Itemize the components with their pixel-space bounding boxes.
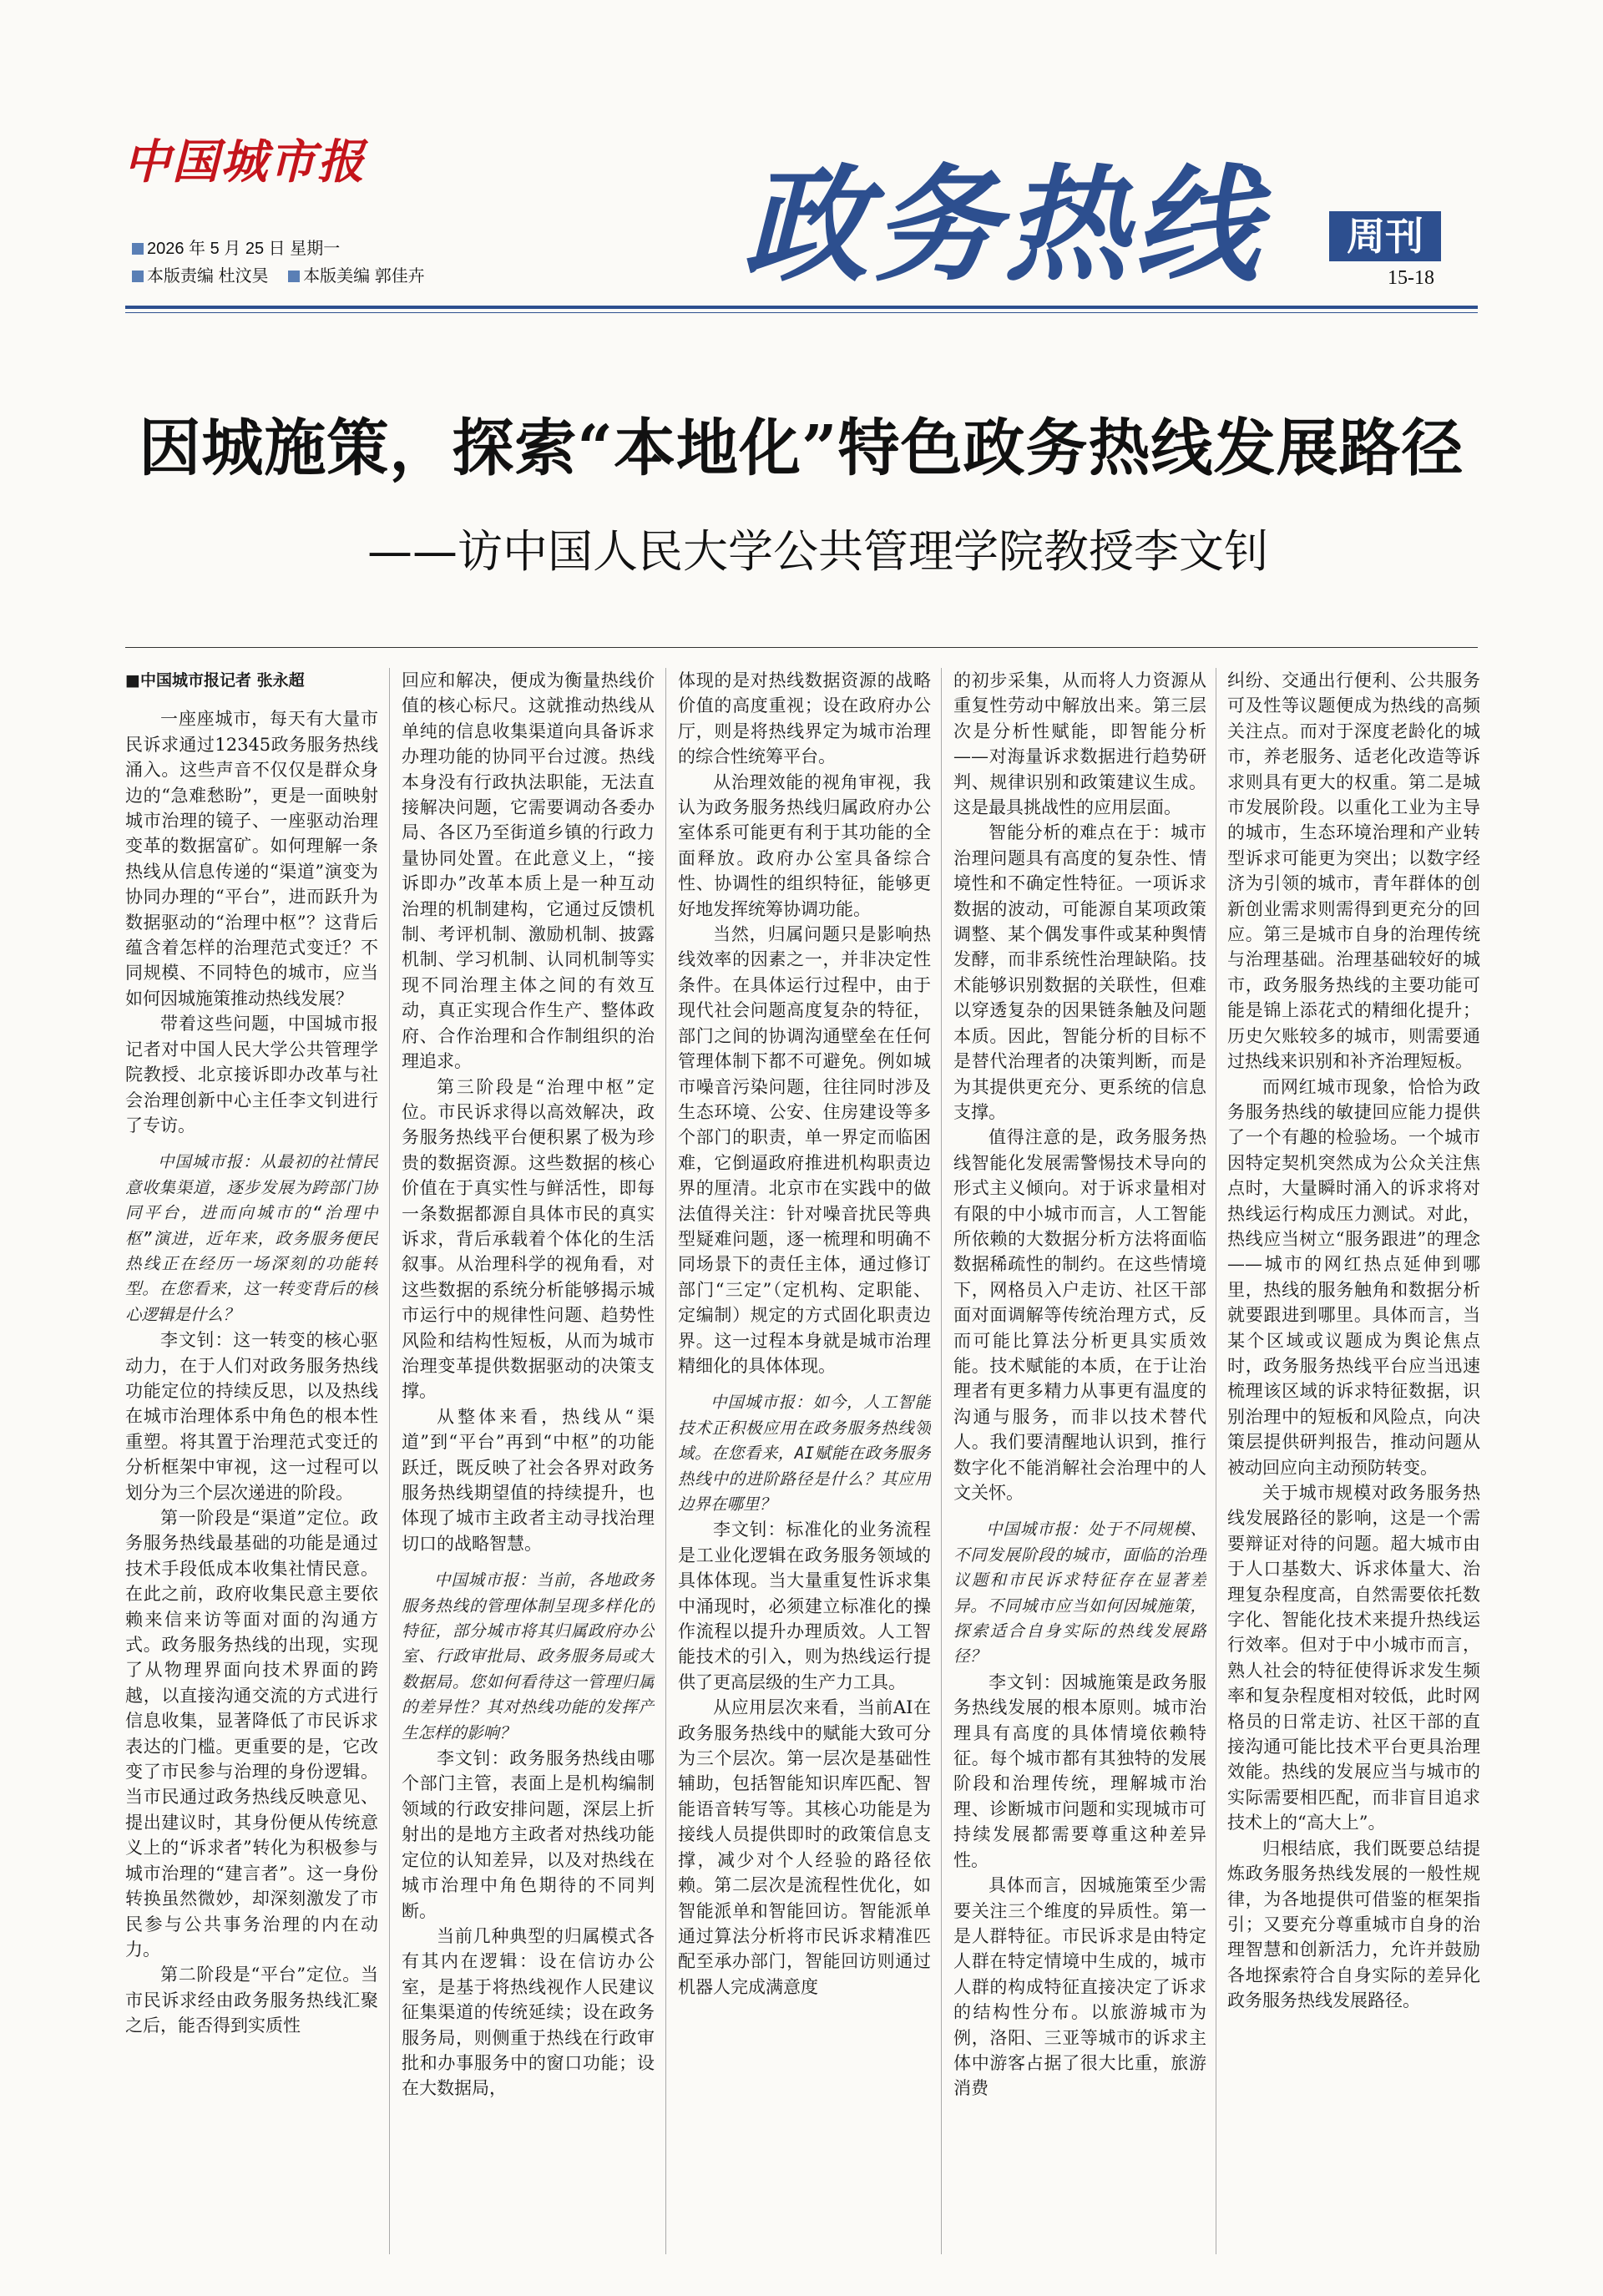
paragraph: 而网红城市现象，恰恰为政务服务热线的敏捷回应能力提供了一个有趣的检验场。一个城市因特定契机突然成为公众关注焦点时，大量瞬时涌入的诉求将对热线运行构成压力测试。对此，热线应当树立“服务跟进”的理念——城市的网红热点延伸到哪里，热线的服务触角和数据分析就要跟进到哪里。具体而言，当某个区域或议题成为舆论焦点时，政务服务热线平台应当迅速梳理该区域的诉求特征数据，识别治理中的短板和风险点，向决策层提供研判报告，推动问题从被动回应向主动预防转变。 (1227, 1076, 1480, 1478)
article-column-2 (402, 668, 655, 2254)
interview-answer: 李文钊：政务服务热线由哪个部门主管，表面上是机构编制领域的行政安排问题，深层上折射出的是地方主政者对热线功能定位的认知差异，以及对热线在城市治理中角色期待的不同判断。 (402, 1748, 655, 1921)
paragraph: 具体而言，因城施策至少需要关注三个维度的异质性。第一是人群特征。市民诉求是由特定人群在特定情境中生成的，城市人群的构成特征直接决定了诉求的结构性分布。以旅游城市为例，洛阳、三亚等城市的诉求主体中游客占据了很大比重，旅游消费 (953, 1875, 1206, 2099)
editors (132, 263, 425, 291)
interview-answer: 李文钊：这一转变的核心驱动力，在于人们对政务服务热线功能定位的持续反思，以及热线在城市治理体系中角色的根本性重塑。将其置于治理范式变迁的分析框架中审视，这一过程可以划分为三个层次递进的阶段。 (125, 1330, 378, 1503)
interview-answer: 李文钊：标准化的业务流程是工业化逻辑在政务服务领域的具体体现。当大量重复性诉求集中涌现时，必须建立标准化的操作流程以提升办理质效。人工智能技术的引入，则为热线运行提供了更高层级的生产力工具。 (678, 1520, 931, 1692)
header-rule-thin (125, 312, 1478, 313)
paragraph: 纠纷、交通出行便利、公共服务可及性等议题便成为热线的高频关注点。而对于深度老龄化的城市，养老服务、适老化改造等诉求则具有更大的权重。第二是城市发展阶段。以重化工业为主导的城市，生态环境治理和产业转型诉求可能更为突出；以数字经济为引领的城市，青年群体的创新创业需求则需得到更充分的回应。第三是城市自身的治理传统与治理基础。治理基础较好的城市，政务服务热线的主要功能可能是锦上添花式的精细化提升；历史欠账较多的城市，则需要通过热线来识别和补齐治理短板。 (1227, 670, 1480, 1072)
designer-label: 本版美编 (303, 267, 371, 286)
issue-date (132, 235, 425, 263)
weekly-badge: 周刊 (1329, 211, 1441, 261)
column-divider (389, 668, 390, 2254)
column-divider (941, 668, 942, 2254)
header-rule (125, 306, 1478, 309)
interview-question: 中国城市报：如今，人工智能技术正积极应用在政务服务热线领域。在您看来，AI赋能在政务服务热线中的进阶路径是什么？其应用边界在哪里？ (678, 1393, 931, 1514)
paragraph: 从整体来看，热线从“渠道”到“平台”再到“中枢”的功能跃迁，既反映了社会各界对政务服务热线期望值的持续提升，也体现了城市主政者主动寻找治理切口的战略智慧。 (402, 1406, 655, 1554)
paragraph: 关于城市规模对政务服务热线发展路径的影响，这是一个需要辩证对待的问题。超大城市由于人口基数大、诉求体量大、治理复杂程度高，自然需要依托数字化、智能化技术来提升热线运行效率。但对于中小城市而言，熟人社会的特征使得诉求发生频率和复杂程度相对较低，此时网格员的日常走访、社区干部的直接沟通可能比技术平台更具治理效能。热线的发展应当与城市的实际需要相匹配，而非盲目追求技术上的“高大上”。 (1227, 1483, 1480, 1833)
interview-answer: 李文钊：因城施策是政务服务热线发展的根本原则。城市治理具有高度的具体情境依赖特征。每个城市都有其独特的发展阶段和治理传统，理解城市治理、诊断城市问题和实现城市可持续发展都需要尊重这种差异性。 (953, 1671, 1206, 1870)
issue-meta (132, 235, 425, 291)
interview-question: 中国城市报：当前，各地政务服务热线的管理体制呈现多样化的特征，部分城市将其归属政府办公室、行政审批局、政务服务局或大数据局。您如何看待这一管理归属的差异性？其对热线功能的发挥产生怎样的影响？ (402, 1570, 655, 1742)
date-text: 2026 年 5 月 25 日 星期一 (147, 240, 341, 258)
paragraph: 从治理效能的视角审视，我认为政务服务热线归属政府办公室体系可能更有利于其功能的全面释放。政府办公室具备综合性、协调性的组织特征，能够更好地发挥统筹协调功能。 (678, 771, 931, 919)
paragraph: 第一阶段是“渠道”定位。政务服务热线最基础的功能是通过技术手段低成本收集社情民意。在此之前，政府收集民意主要依赖来信来访等面对面的沟通方式。政务服务热线的出现，实现了从物理界面向技术界面的跨越，以直接沟通交流的方式进行信息收集，显著降低了市民诉求表达的门槛。更重要的是，它改变了市民参与治理的身份逻辑。当市民通过政务热线反映意见、提出建议时，其身份便从传统意义上的“诉求者”转化为积极参与城市治理的“建言者”。这一身份转换虽然微妙，却深刻激发了市民参与公共事务治理的内在动力。 (125, 1508, 378, 1960)
paragraph: 回应和解决，便成为衡量热线价值的核心标尺。这就推动热线从单纯的信息收集渠道向具备诉求办理功能的协同平台过渡。热线本身没有行政执法职能，无法直接解决问题，它需要调动各委办局、各区乃至街道乡镇的行政力量协同处置。在此意义上，“接诉即办”改革本质上是一种互动治理的机制建构，它通过反馈机制、考评机制、激励机制、披露机制、学习机制、认同机制等实现不同治理主体之间的有效互动，真正实现合作生产、整体政府、合作治理和合作制组织的治理追求。 (402, 670, 655, 1072)
paragraph: 第二阶段是“平台”定位。当市民诉求经由政务服务热线汇聚之后，能否得到实质性 (125, 1965, 378, 2036)
paragraph: 从应用层次来看，当前AI在政务服务热线中的赋能大致可分为三个层次。第一层次是基础性辅助，包括智能知识库匹配、智能语音转写等。其核心功能是为接线人员提供即时的政策信息支撑，减少对个人经验的路径依赖。第二层次是流程性优化，如智能派单和智能回访。智能派单通过算法分析将市民诉求精准匹配至承办部门，智能回访则通过机器人完成满意度 (678, 1697, 931, 1997)
designer-name: 郭佳卉 (374, 267, 425, 286)
paragraph: 当然，归属问题只是影响热线效率的因素之一，并非决定性条件。在具体运行过程中，由于现代社会问题高度复杂的特征，部门之间的协调沟通壁垒在任何管理体制下都不可避免。例如城市噪音污染问题，往往同时涉及生态环境、公安、住房建设等多个部门的职责，单一界定而临困难，它倒逼政府推进机构职责边界的厘清。北京市在实践中的做法值得关注：针对噪音扰民等典型疑难问题，逐一梳理和明确不同场景下的责任主体，通过修订部门“三定”（定机构、定职能、定编制）规定的方式固化职责边界。这一过程本身就是城市治理精细化的具体体现。 (678, 924, 931, 1376)
page-number: 15-18 (1388, 267, 1434, 289)
editor-label: 本版责编 (147, 267, 214, 286)
paragraph: 一座座城市，每天有大量市民诉求通过12345政务服务热线涌入。这些声音不仅仅是群众身边的“急难愁盼”，更是一面映射城市治理的镜子、一座驱动治理变革的数据富矿。如何理解一条热线从信息传递的“渠道”演变为协同办理的“平台”，进而跃升为数据驱动的“治理中枢”？这背后蕴含着怎样的治理范式变迁？不同规模、不同特色的城市，应当如何因城施策推动热线发展？ (125, 709, 378, 1009)
paragraph: 体现的是对热线数据资源的战略价值的高度重视；设在政府办公厅，则是将热线界定为城市治理的综合性统筹平台。 (678, 670, 931, 767)
paragraph: 当前几种典型的归属模式各有其内在逻辑：设在信访办公室，是基于将热线视作人民建议征集渠道的传统延续；设在政务服务局，则侧重于热线在行政审批和办事服务中的窗口功能；设在大数据局， (402, 1925, 655, 2099)
newspaper-logo: 中国城市报 (124, 134, 366, 190)
article-column-4 (953, 668, 1206, 2254)
paragraph: 第三阶段是“治理中枢”定位。市民诉求得以高效解决，政务服务热线平台便积累了极为珍贵的数据资源。这些数据的核心价值在于真实性与鲜活性，即每一条数据都源自具体市民的真实诉求，背后承载着个体化的生活叙事。从治理科学的视角看，对这些数据的系统分析能够揭示城市运行中的规律性问题、趋势性风险和结构性短板，从而为城市治理变革提供数据驱动的决策支撑。 (402, 1076, 655, 1402)
column-divider (665, 668, 666, 2254)
article-column-3 (678, 668, 931, 2254)
paragraph: 智能分析的难点在于：城市治理问题具有高度的复杂性、情境性和不确定性特征。一项诉求数据的波动，可能源自某项政策调整、某个偶发事件或某种舆情发酵，而非系统性治理缺陷。技术能够识别数据的关联性，但难以穿透复杂的因果链条触及问题本质。因此，智能分析的目标不是替代治理者的决策判断，而是为其提供更充分、更系统的信息支撑。 (953, 822, 1206, 1122)
headline-rule (125, 647, 1478, 648)
article-column-1 (125, 668, 378, 2254)
byline: ■中国城市报记者 张永超 (125, 671, 305, 690)
paragraph: 归根结底，我们既要总结提炼政务服务热线发展的一般性规律，为各地提供可借鉴的框架指引；又要充分尊重城市自身的治理智慧和创新活力，允许并鼓励各地探索符合自身实际的差异化政务服务热线发展路径。 (1227, 1838, 1480, 2011)
editor-name: 杜汶昊 (218, 267, 269, 286)
interview-question: 中国城市报：从最初的社情民意收集渠道，逐步发展为跨部门协同平台，进而向城市的“治理中枢”演进，近年来，政务服务便民热线正在经历一场深刻的功能转型。在您看来，这一转变背后的核心逻辑是什么？ (125, 1152, 378, 1324)
paragraph: 带着这些问题，中国城市报记者对中国人民大学公共管理学院教授、北京接诉即办改革与社会治理创新中心主任李文钊进行了专访。 (125, 1014, 378, 1135)
section-masthead: 政务热线 (743, 152, 1265, 299)
interview-question: 中国城市报：处于不同规模、不同发展阶段的城市，面临的治理议题和市民诉求特征存在显著差异。不同城市应当如何因城施策，探索适合自身实际的热线发展路径？ (953, 1520, 1206, 1666)
article-headline: 因城施策，探索“本地化”特色政务热线发展路径 (139, 412, 1464, 484)
article-column-5 (1227, 668, 1480, 2254)
paragraph: 值得注意的是，政务服务热线智能化发展需警惕技术导向的形式主义倾向。对于诉求量相对有限的中小城市而言，人工智能所依赖的大数据分析方法将面临数据稀疏性的制约。在这些情境下，网格员入户走访、社区干部面对面调解等传统治理方式，反而可能比算法分析更具实质效能。技术赋能的本质，在于让治理者有更多精力从事更有温度的沟通与服务，而非以技术替代人。我们要清醒地认识到，推行数字化不能消解社会治理中的人文关怀。 (953, 1127, 1206, 1503)
paragraph: 的初步采集，从而将人力资源从重复性劳动中解放出来。第三层次是分析性赋能，即智能分析——对海量诉求数据进行趋势研判、规律识别和政策建议生成。这是最具挑战性的应用层面。 (953, 670, 1206, 818)
article-subheadline: ——访中国人民大学公共管理学院教授李文钊 (367, 525, 1269, 578)
